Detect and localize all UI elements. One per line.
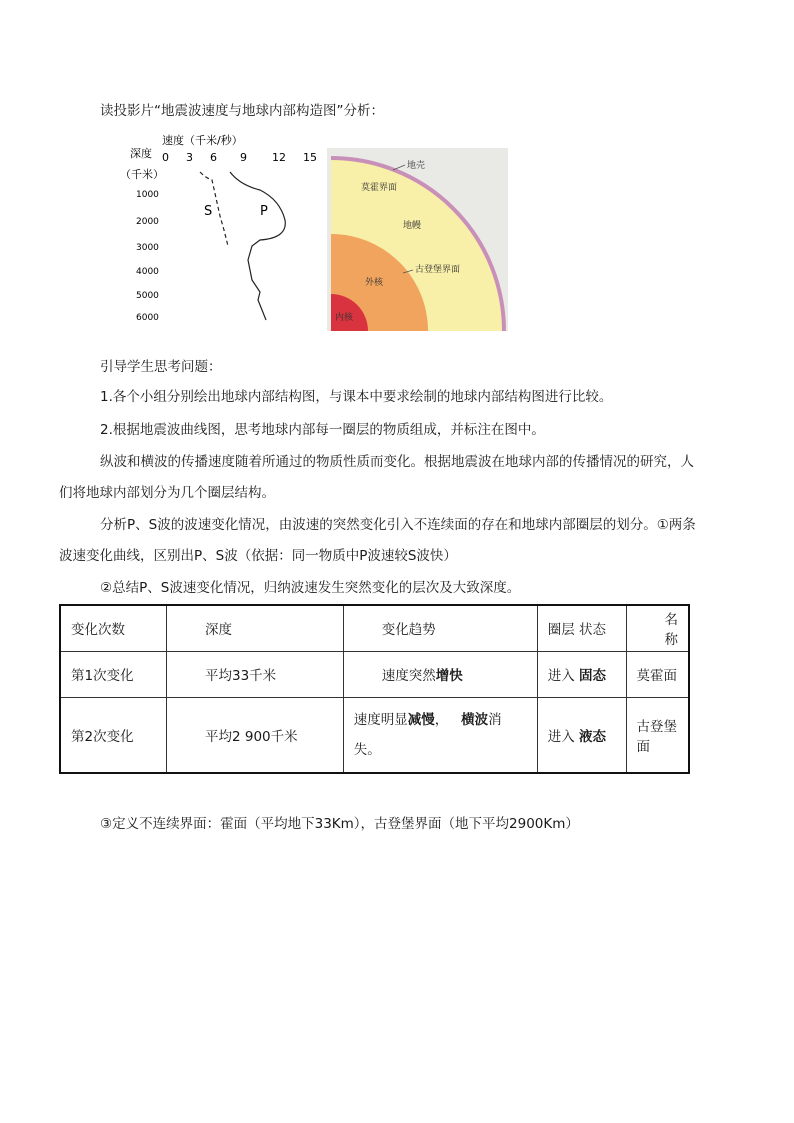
speed-tick: 6 — [210, 151, 217, 164]
state-cell — [537, 651, 626, 697]
question-1: 1.各个小组分别绘出地球内部结构图，与课本中要求绘制的地球内部结构图进行比较。 — [100, 389, 613, 405]
speed-axis-label: 速度（千米/秒） — [162, 134, 243, 147]
trend-text: 速度明显 — [353, 711, 408, 728]
question-2: 2.根据地震波曲线图，思考地球内部每一圈层的物质组成，并标注在图中。 — [100, 422, 545, 438]
state-text: 进入 — [547, 668, 580, 684]
depth-unit-label: （千米） — [120, 168, 164, 181]
change-count-cell: 第1次变化 — [60, 651, 167, 697]
gutenberg-label: 古登堡界面 — [415, 265, 461, 275]
outer-core-label: 外核 — [365, 278, 384, 288]
speed-tick: 12 — [272, 151, 286, 164]
paragraph-2-line-2: 波速变化曲线，区别出P、S波（依据：同一物质中P波速较S波快） — [59, 548, 457, 564]
p-wave-label: P — [260, 204, 268, 219]
table-row — [60, 651, 689, 697]
depth-tick: 2000 — [136, 217, 159, 227]
earth-interior-diagram — [327, 148, 508, 331]
trend-cell — [343, 697, 537, 773]
name-cell: 古登堡面 — [626, 697, 689, 773]
trend-cell — [343, 651, 537, 697]
depth-cell: 平均33千米 — [167, 651, 344, 697]
moho-label: 莫霍界面 — [361, 183, 398, 193]
table-header-row — [60, 605, 689, 651]
paragraph-3: ②总结P、S波速变化情况，归纳波速发生突然变化的层次及大致深度。 — [100, 580, 521, 596]
name-cell: 莫霍面 — [626, 651, 689, 697]
crust-label: 地壳 — [407, 161, 426, 171]
inner-core-label: 内核 — [335, 313, 354, 323]
trend-text: 消失。 — [353, 711, 502, 758]
trend-text: ， — [434, 711, 449, 728]
paragraph-2-line-1: 分析P、S波的波速变化情况，由波速的突然变化引入不连续面的存在和地球内部圈层的划分。①两条 — [100, 517, 696, 533]
trend-emphasis: 增快 — [435, 668, 463, 684]
paragraph-1-line-1: 纵波和横波的传播速度随着所通过的物质性质而变化。根据地震波在地球内部的传播情况的研究，人 — [100, 454, 694, 470]
depth-tick: 3000 — [136, 243, 159, 253]
paragraph-1-line-2: 们将地球内部划分为几个圈层结构。 — [59, 485, 275, 501]
intro-line: 读投影片“地震波速度与地球内部构造图”分析： — [100, 103, 384, 119]
table-header-cell: 名称 — [626, 605, 689, 651]
speed-tick: 0 — [162, 151, 169, 164]
wave-change-table — [59, 604, 690, 774]
trend-text: 速度突然 — [381, 668, 436, 684]
mantle-label: 地幔 — [403, 221, 422, 231]
guide-title: 引导学生思考问题： — [100, 359, 222, 375]
speed-tick: 3 — [186, 151, 193, 164]
table-header-cell: 圈层 状态 — [537, 605, 626, 651]
table-header-cell: 变化趋势 — [343, 605, 537, 651]
depth-axis-label: 深度 — [130, 147, 152, 160]
speed-tick: 15 — [303, 151, 317, 164]
table-header-cell: 变化次数 — [60, 605, 167, 651]
change-count-cell: 第2次变化 — [60, 697, 167, 773]
state-emphasis: 液态 — [579, 728, 607, 745]
state-cell — [537, 697, 626, 773]
depth-tick: 4000 — [136, 267, 159, 277]
table-header-cell: 深度 — [167, 605, 344, 651]
trend-line — [354, 705, 527, 765]
depth-ticks — [136, 190, 159, 323]
depth-tick: 1000 — [136, 190, 159, 200]
state-emphasis: 固态 — [579, 668, 607, 684]
paragraph-4: ③定义不连续界面：霍面（平均地下33Km），古登堡界面（地下平均2900Km） — [100, 816, 579, 832]
table-row — [60, 697, 689, 773]
speed-tick: 9 — [240, 151, 247, 164]
depth-tick: 5000 — [136, 291, 159, 301]
p-wave-curve — [230, 172, 285, 320]
state-text: 进入 — [547, 728, 580, 745]
trend-emphasis: 减慢 — [407, 711, 435, 728]
trend-emphasis: 横波 — [461, 711, 489, 728]
speed-ticks — [162, 151, 317, 164]
seismic-wave-chart — [120, 130, 320, 330]
depth-tick: 6000 — [136, 313, 159, 323]
depth-cell: 平均2 900千米 — [167, 697, 344, 773]
s-wave-label: S — [204, 204, 213, 219]
